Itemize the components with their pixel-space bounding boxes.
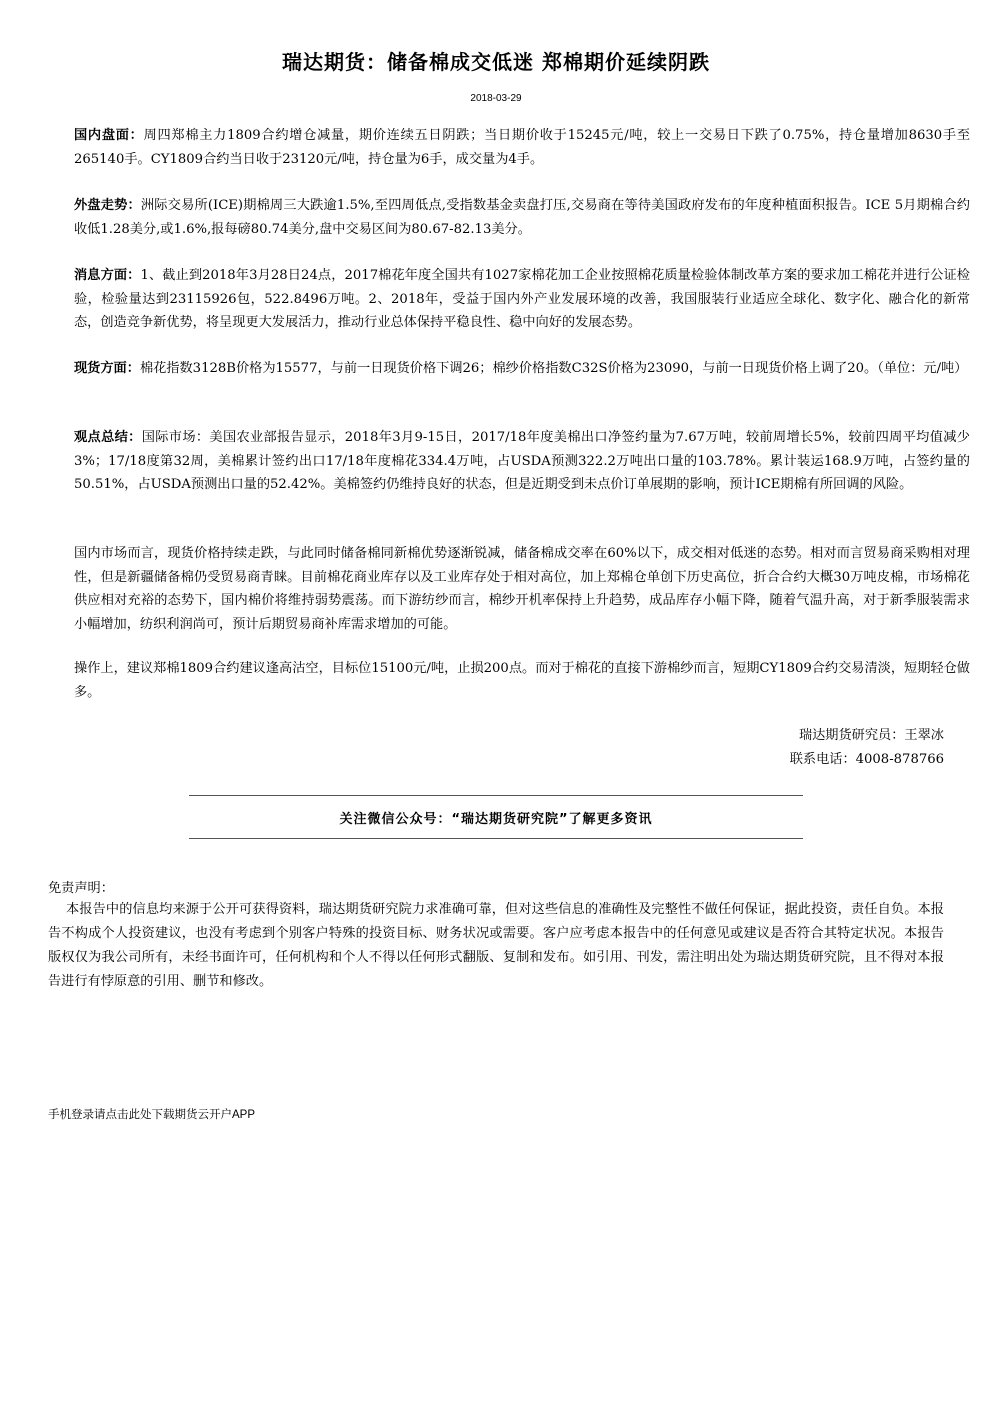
researcher-name: 瑞达期货研究员：王翠冰 — [798, 728, 944, 743]
divider-bottom — [189, 838, 803, 839]
wechat-notice: 关注微信公众号：“瑞达期货研究院”了解更多资讯 — [339, 812, 653, 827]
foreign-label: 外盘走势： — [74, 198, 141, 213]
news-text: 1、截止到2018年3月28日24点，2017棉花年度全国共有1027家棉花加工企业按照棉花质量检验体制改革方案的要求加工棉花并进行公证检验，检验量达到23115926包，522.8496万吨。2、2018年，受益于国内外产业发展环境的改善，我国服装行业适应全球化、数字化、融合化的新常态，创造竞争新优势，将呈现更大发展活力，推动行业总体保持平稳良性、稳中向好的发展态势。 — [74, 268, 970, 330]
summary-text: 国际市场：美国农业部报告显示，2018年3月9-15日，2017/18年度美棉出口净签约量为7.67万吨，较前周增长5%，较前四周平均值减少3%；17/18度第32周，美棉累计签约出口17/18年度棉花334.4万吨，占USDA预测322.2万吨出口量的103.78%。累计装运168.9万吨，占签约量的50.51%，占USDA预测出口量的52.42%。美棉签约仍维持良好的状态，但是近期受到未点价订单展期的影响，预计ICE期棉有所回调的风险。 — [74, 430, 970, 492]
domestic-market-paragraph: 国内市场而言，现货价格持续走跌，与此同时储备棉同新棉优势逐渐锐减，储备棉成交率在60%以下，成交相对低迷的态势。相对而言贸易商采购相对理性，但是新疆储备棉仍受贸易商青睐。目前棉花商业库存以及工业库存处于相对高位，加上郑棉仓单创下历史高位，折合合约大概30万吨皮棉，市场棉花供应相对充裕的态势下，国内棉价将维持弱势震荡。而下游纺纱而言，棉纱开机率保持上升趋势，成品库存小幅下降，随着气温升高，对于新季服装需求小幅增加，纺织利润尚可，预计后期贸易商补库需求增加的可能。 — [74, 546, 970, 632]
spot-label: 现货方面： — [74, 361, 140, 376]
contact-phone: 联系电话：4008-878766 — [789, 752, 944, 767]
domestic-text: 周四郑棉主力1809合约增仓减量，期价连续五日阴跌；当日期价收于15245元/吨，较上一交易日下跌了0.75%，持仓量增加8630手至265140手。CY1809合约当日收于23120元/吨，持仓量为6手，成交量为4手。 — [74, 128, 971, 167]
operation-paragraph: 操作上，建议郑棉1809合约建议逢高沽空，目标位15100元/吨，止损200点。而对于棉花的直接下游棉纱而言，短期CY1809合约交易清淡，短期轻仓做多。 — [74, 661, 970, 700]
foreign-text: 洲际交易所(ICE)期棉周三大跌逾1.5%,至四周低点,受指数基金卖盘打压,交易商在等待美国政府发布的年度种植面积报告。ICE 5月期棉合约收低1.28美分,或1.6%,报每磅80.74美分,盘中交易区间为80.67-82.13美分。 — [74, 198, 970, 237]
summary-label: 观点总结： — [74, 430, 142, 445]
disclaimer-title: 免责声明： — [48, 881, 114, 896]
page-title: 瑞达期货：储备棉成交低迷 郑棉期价延续阴跌 — [282, 50, 710, 74]
spot-text: 棉花指数3128B价格为15577，与前一日现货价格下调26；棉纱价格指数C32S价格为23090，与前一日现货价格上调了20。（单位：元/吨） — [139, 361, 968, 376]
divider-top — [189, 795, 803, 796]
disclaimer-text: 本报告中的信息均来源于公开可获得资料，瑞达期货研究院力求准确可靠，但对这些信息的准确性及完整性不做任何保证，据此投资，责任自负。本报告不构成个人投资建议，也没有考虑到个别客户特殊的投资目标、财务状况或需要。客户应考虑本报告中的任何意见或建议是否符合其特定状况。本报告版权仅为我公司所有，未经书面许可，任何机构和个人不得以任何形式翻版、复制和发布。如引用、刊发，需注明出处为瑞达期货研究院，且不得对本报告进行有悖原意的引用、删节和修改。 — [48, 902, 944, 989]
download-app-link[interactable]: 手机登录请点击此处下载期货云开户APP — [48, 1109, 256, 1121]
news-label: 消息方面： — [74, 268, 141, 283]
spot-section — [48, 357, 970, 381]
news-section — [48, 264, 970, 335]
publish-date: 2018-03-29 — [470, 93, 522, 104]
domestic-label: 国内盘面： — [74, 128, 144, 143]
foreign-section — [48, 194, 970, 241]
domestic-section — [48, 124, 970, 171]
summary-section — [48, 426, 970, 497]
